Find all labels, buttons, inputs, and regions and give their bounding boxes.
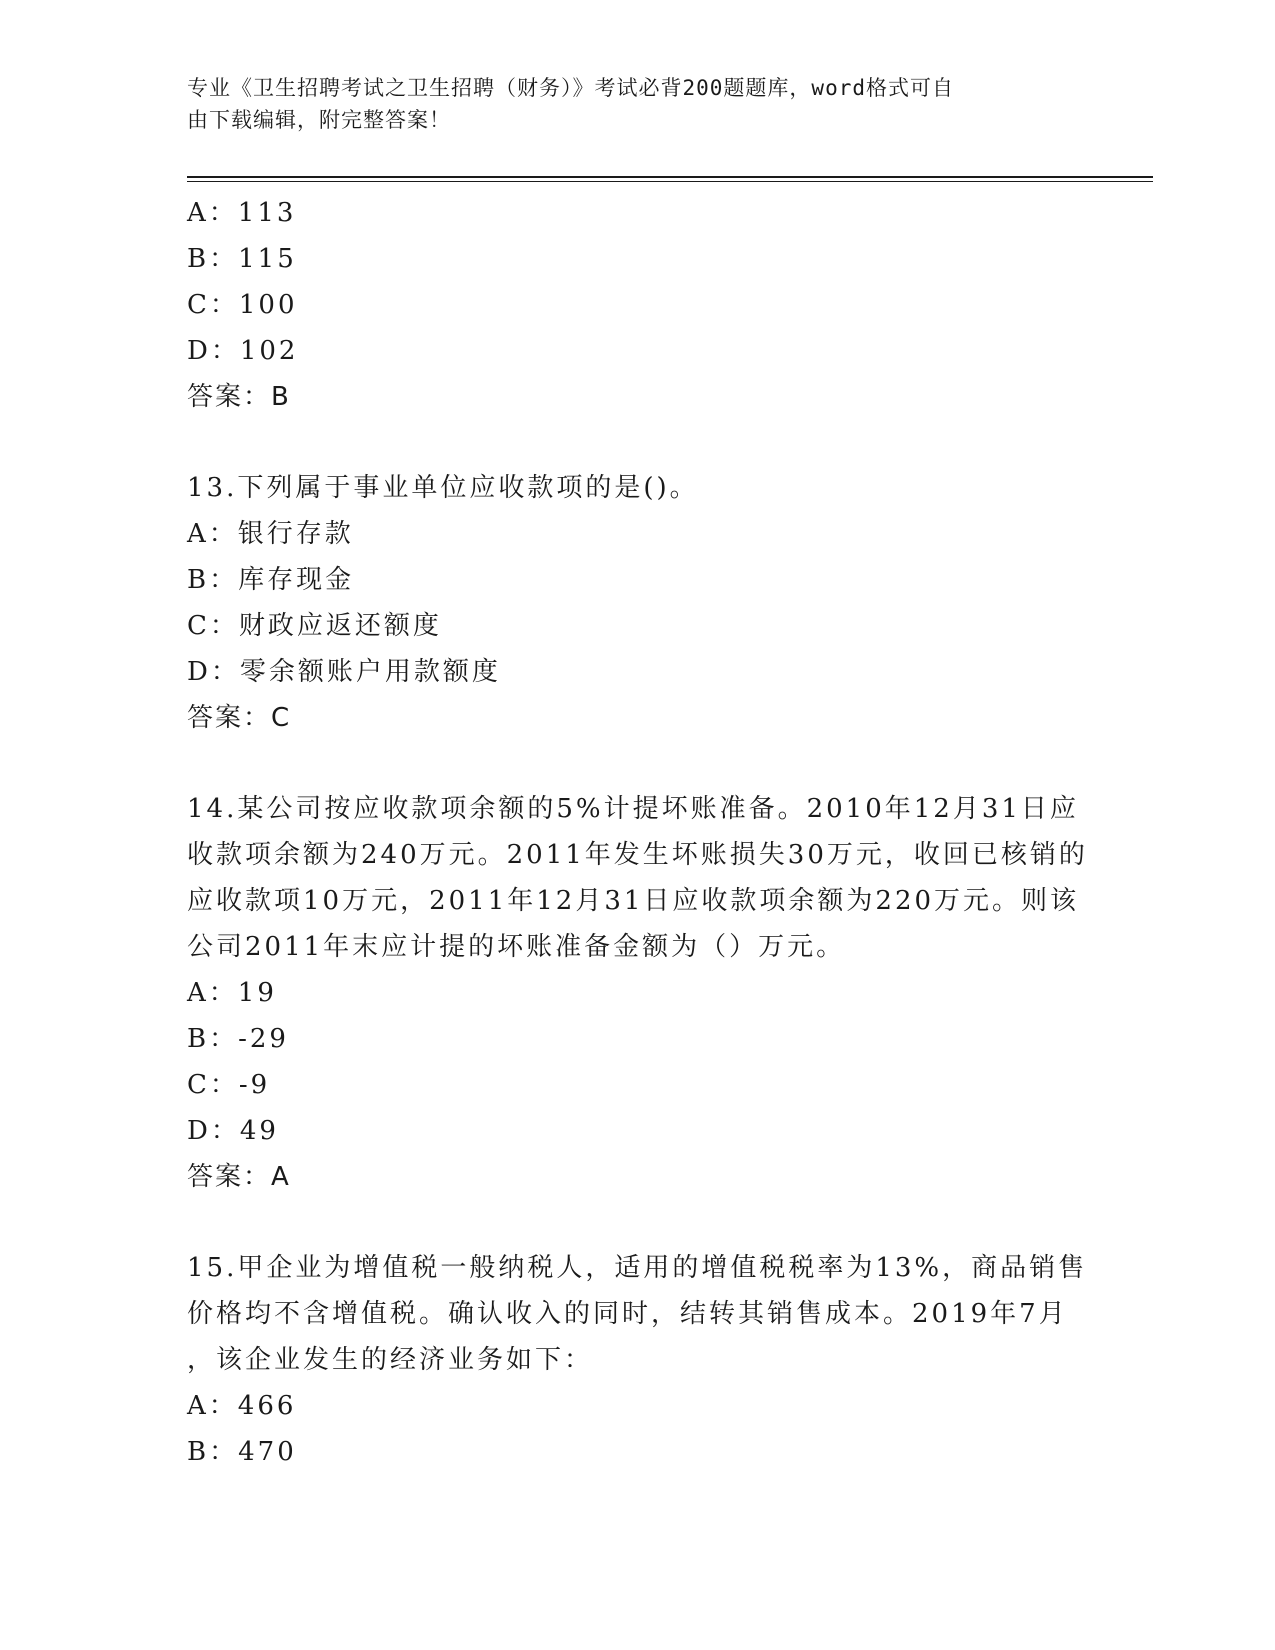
document-header (187, 72, 1087, 136)
question-line: 应收款项10万元，2011年12月31日应收款项余额为220万元。则该 (187, 886, 1080, 916)
question-12-block (187, 190, 1087, 420)
question-text (187, 1245, 1087, 1383)
option-c: C：财政应返还额度 (187, 611, 442, 641)
header-line-1: 专业《卫生招聘考试之卫生招聘（财务）》考试必背200题题库，word格式可自 (187, 76, 954, 100)
option-d: D：102 (187, 336, 299, 366)
header-divider-thin (187, 181, 1153, 182)
option-b: B：115 (187, 244, 297, 274)
header-divider-thick (187, 176, 1153, 178)
question-text: 13.下列属于事业单位应收款项的是()。 (187, 473, 699, 503)
question-line: 15.甲企业为增值税一般纳税人，适用的增值税税率为13%，商品销售 (187, 1253, 1088, 1283)
option-d: D：49 (187, 1116, 279, 1146)
question-line: 价格均不含增值税。确认收入的同时，结转其销售成本。2019年7月 (187, 1299, 1068, 1329)
option-b: B：库存现金 (187, 565, 355, 595)
answer: 答案：C (187, 703, 292, 733)
question-15-block (187, 1245, 1087, 1475)
answer: 答案：A (187, 1162, 291, 1192)
question-13-block (187, 465, 1087, 741)
option-b: B：470 (187, 1437, 297, 1467)
spacer (187, 1200, 1087, 1245)
option-a: A：466 (187, 1391, 297, 1421)
option-a: A：19 (187, 978, 277, 1008)
option-a: A：银行存款 (187, 519, 354, 549)
question-line: 收款项余额为240万元。2011年发生坏账损失30万元，收回已核销的 (187, 840, 1088, 870)
question-line: 14.某公司按应收款项余额的5%计提坏账准备。2010年12月31日应 (187, 794, 1079, 824)
question-14-block (187, 786, 1087, 1200)
option-a: A：113 (187, 198, 297, 228)
spacer (187, 420, 1087, 465)
option-b: B：-29 (187, 1024, 289, 1054)
answer: 答案：B (187, 382, 291, 412)
question-text (187, 786, 1087, 970)
option-c: C：100 (187, 290, 298, 320)
question-line: ，该企业发生的经济业务如下： (187, 1345, 594, 1375)
spacer (187, 741, 1087, 786)
question-list (187, 190, 1087, 1475)
option-d: D：零余额账户用款额度 (187, 657, 501, 687)
header-line-2: 由下载编辑，附完整答案！ (187, 108, 451, 132)
option-c: C：-9 (187, 1070, 271, 1100)
question-line: 公司2011年末应计提的坏账准备金额为（）万元。 (187, 932, 846, 962)
